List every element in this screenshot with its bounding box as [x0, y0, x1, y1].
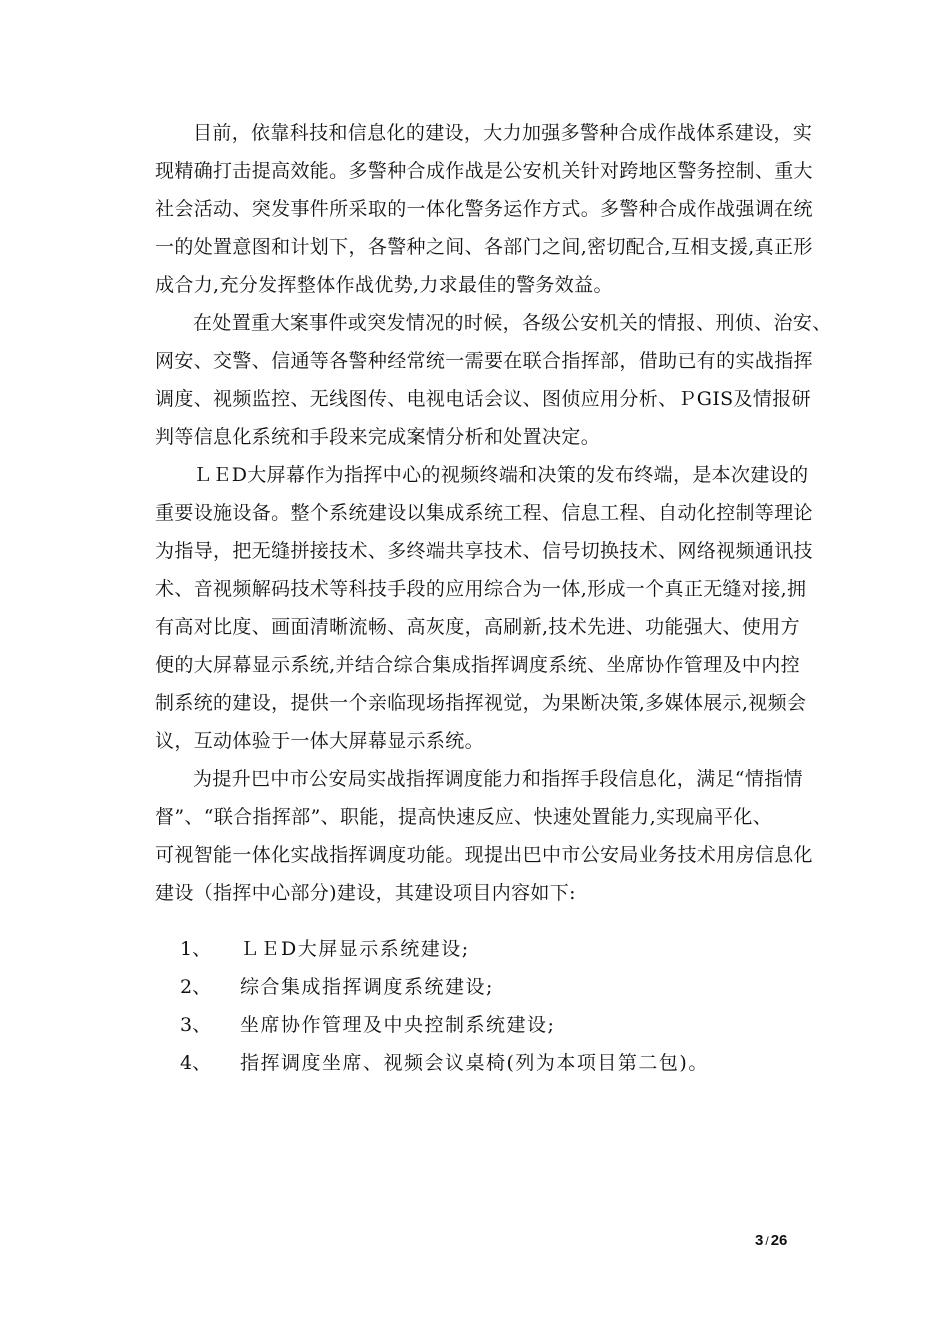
paragraph-line: 在处置重大案事件或突发情况的时候，各级公安机关的情报、刑侦、治安、 [193, 312, 832, 334]
paragraph-line: 现精确打击提高效能。多警种合成作战是公安机关针对跨地区警务控制、重大 [155, 160, 813, 182]
list-item-text: ＬＥD大屏显示系统建设; [240, 938, 470, 960]
paragraph-line: 术、音视频解码技术等科技手段的应用综合为一体,形成一个真正无缝对接,拥 [155, 578, 807, 600]
list-item-text: 综合集成指挥调度系统建设; [240, 976, 494, 998]
paragraph-line: 成合力,充分发挥整体作战优势,力求最佳的警务效益。 [155, 274, 613, 296]
paragraph-line: 一的处置意图和计划下，各警种之间、各部门之间,密切配合,互相支援,真正形 [155, 236, 813, 258]
list-item-text: 指挥调度坐席、视频会议桌椅(列为本项目第二包)。 [240, 1052, 709, 1074]
paragraph-line: 制系统的建设，提供一个亲临现场指挥视觉，为果断决策,多媒体展示,视频会 [155, 692, 807, 714]
paragraph-line: 调度、视频监控、无线图传、电视电话会议、图侦应用分析、ＰGIS及情报研 [155, 388, 811, 410]
list-item-number: 1、 [180, 938, 212, 960]
list-item-number: 2、 [180, 976, 212, 998]
paragraph-line: 重要设施设备。整个系统建设以集成系统工程、信息工程、自动化控制等理论 [155, 502, 813, 524]
paragraph-line: 社会活动、突发事件所采取的一体化警务运作方式。多警种合成作战强调在统 [155, 198, 813, 220]
paragraph-line: 网安、交警、信通等各警种经常统一需要在联合指挥部，借助已有的实战指挥 [155, 350, 813, 372]
paragraph-line: 议，互动体验于一体大屏幕显示系统。 [155, 730, 484, 752]
page-number-current: 3 [755, 1232, 764, 1249]
paragraph-line: 为提升巴中市公安局实战指挥调度能力和指挥手段信息化，满足“情指情 [193, 768, 803, 790]
paragraph-line: 为指导，把无缝拼接技术、多终端共享技术、信号切换技术、网络视频通讯技 [155, 540, 813, 562]
page-number-total: 26 [770, 1232, 788, 1249]
list-item-number: 3、 [180, 1014, 212, 1036]
paragraph-line: 判等信息化系统和手段来完成案情分析和处置决定。 [155, 426, 601, 448]
paragraph-line: 督”、“联合指挥部”、职能，提高快速反应、快速处置能力,实现扁平化、 [155, 806, 773, 828]
list-item-text: 坐席协作管理及中央控制系统建设; [240, 1014, 556, 1036]
paragraph-line: 目前，依靠科技和信息化的建设，大力加强多警种合成作战体系建设，实 [193, 122, 813, 144]
page-number-separator: / [765, 1234, 769, 1248]
paragraph-line: 建设（指挥中心部分)建设，其建设项目内容如下: [155, 882, 576, 904]
paragraph-line: ＬＥD大屏幕作为指挥中心的视频终端和决策的发布终端，是本次建设的 [193, 464, 809, 486]
page-number [755, 1231, 787, 1251]
paragraph-line: 有高对比度、画面清晰流畅、高灰度，高刷新,技术先进、功能强大、使用方 [155, 616, 800, 638]
paragraph-line: 可视智能一体化实战指挥调度功能。现提出巴中市公安局业务技术用房信息化 [155, 844, 813, 866]
paragraph-line: 便的大屏幕显示系统,并结合综合集成指挥调度系统、坐席协作管理及中内控 [155, 654, 800, 676]
list-item-number: 4、 [180, 1052, 212, 1074]
